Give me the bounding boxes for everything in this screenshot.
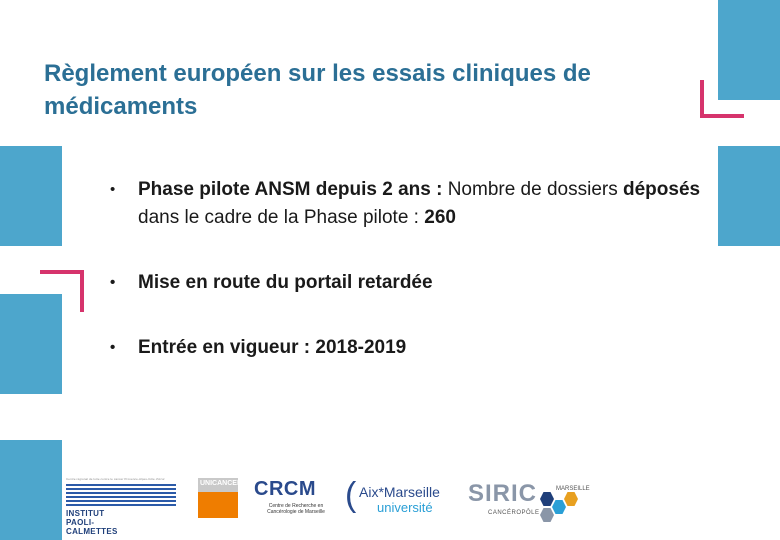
unicancer-shape-icon (198, 492, 238, 518)
bullet-bold-text: déposés (623, 179, 701, 200)
crcm-label: CRCM (254, 478, 316, 500)
partner-logos (62, 472, 592, 540)
unicancer-logo (198, 478, 242, 518)
decor-block-mid-right (718, 146, 780, 246)
siric-label: SIRIC (468, 480, 538, 507)
decor-block-bottom-left (0, 440, 62, 540)
hexagon-icon (564, 492, 578, 506)
bullet-bold-value: 260 (424, 207, 456, 228)
bullet-text: dans le cadre de la Phase pilote : (138, 207, 425, 228)
ipc-label: INSTITUT PAOLI-CALMETTES (66, 509, 118, 536)
unicancer-label: UNICANCER (200, 480, 242, 487)
hexagon-icon (552, 500, 566, 514)
ipc-stripes-icon (66, 484, 176, 506)
bullet-text: Mise en route du portail retardée (138, 272, 433, 293)
bullet-marker: • (110, 274, 116, 291)
bullet-item (110, 176, 710, 232)
hexagon-icon (540, 492, 554, 506)
bullet-marker: • (110, 181, 116, 198)
siric-city: MARSEILLE (556, 486, 590, 492)
bullet-item (110, 269, 710, 297)
bullet-text: Entrée en vigueur : 2018-2019 (138, 337, 407, 358)
bullet-list (110, 176, 710, 362)
bullet-item (110, 334, 710, 362)
decor-bracket-right (700, 80, 744, 120)
siric-subtitle: CANCÉROPÔLE (488, 510, 540, 516)
bullet-marker: • (110, 339, 116, 356)
bullet-bold-prefix: Phase pilote ANSM depuis 2 ans : (138, 179, 443, 200)
crcm-subtitle: Centre de Recherche en Cancérologie de Marseille (267, 503, 325, 515)
bullet-text: Nombre de dossiers (442, 179, 623, 200)
amu-label: Aix*Marseille (359, 484, 440, 500)
slide-title: Règlement européen sur les essais cliniques de médicaments (44, 60, 591, 120)
amu-paren-icon: ( (345, 476, 357, 514)
decor-block-left-1 (0, 146, 62, 246)
hexagon-icon (540, 508, 554, 522)
ipc-caption: Centre régional de lutte contre le cancer Provence-Alpes-Côte d'Azur (66, 477, 165, 481)
decor-bracket-left (40, 270, 84, 312)
amu-subtitle: université (377, 500, 433, 515)
